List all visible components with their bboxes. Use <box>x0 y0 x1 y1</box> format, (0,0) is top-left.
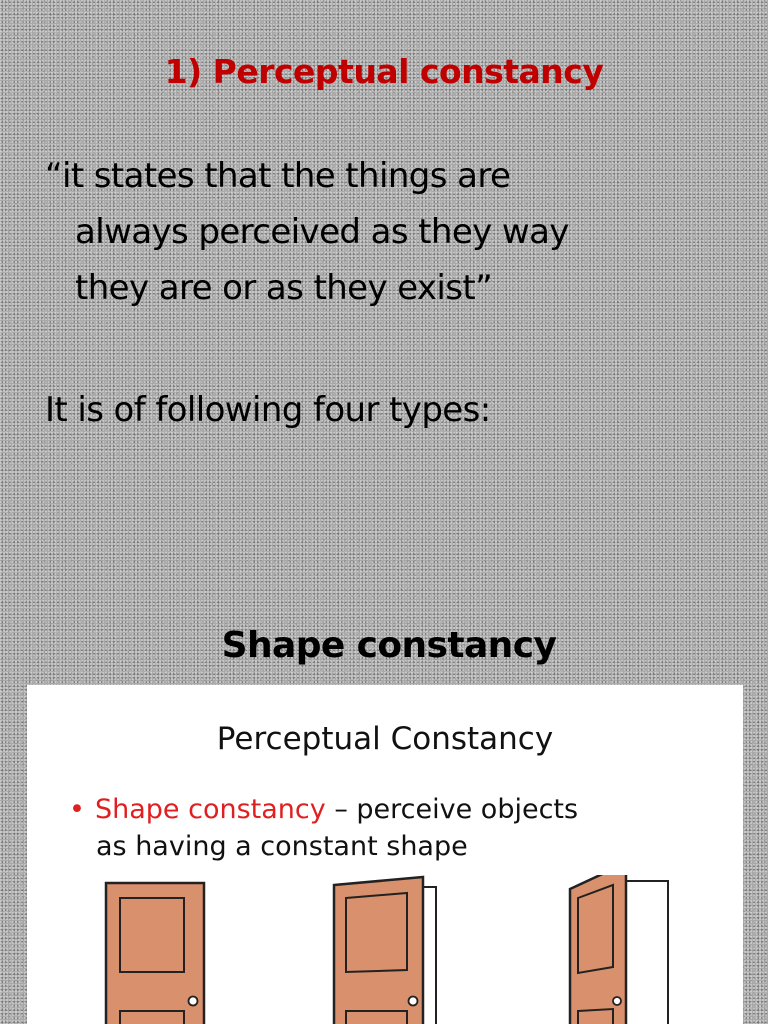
figure-title: Perceptual Constancy <box>216 721 554 757</box>
door-closed-icon <box>106 883 204 1024</box>
quote-line-2: always perceived as they way <box>75 212 569 252</box>
bullet-dot: • <box>69 794 85 825</box>
door-illustrations <box>27 875 743 1024</box>
slide-title: 1) Perceptual constancy <box>164 52 604 91</box>
door-slightly-open-icon <box>334 877 436 1024</box>
illustration-panel <box>27 685 743 1024</box>
definition-quote <box>45 148 745 316</box>
door-more-open-icon <box>570 875 668 1024</box>
bullet-item <box>69 791 729 865</box>
types-intro: It is of following four types: <box>45 390 491 430</box>
bullet-definition-continued: as having a constant shape <box>96 831 468 862</box>
section-subheading: Shape constancy <box>221 625 557 666</box>
bullet-term: Shape constancy <box>95 794 326 825</box>
quote-line-1: “it states that the things are <box>45 156 511 196</box>
bullet-definition: – perceive objects <box>325 794 579 825</box>
quote-line-3: they are or as they exist” <box>75 268 493 308</box>
